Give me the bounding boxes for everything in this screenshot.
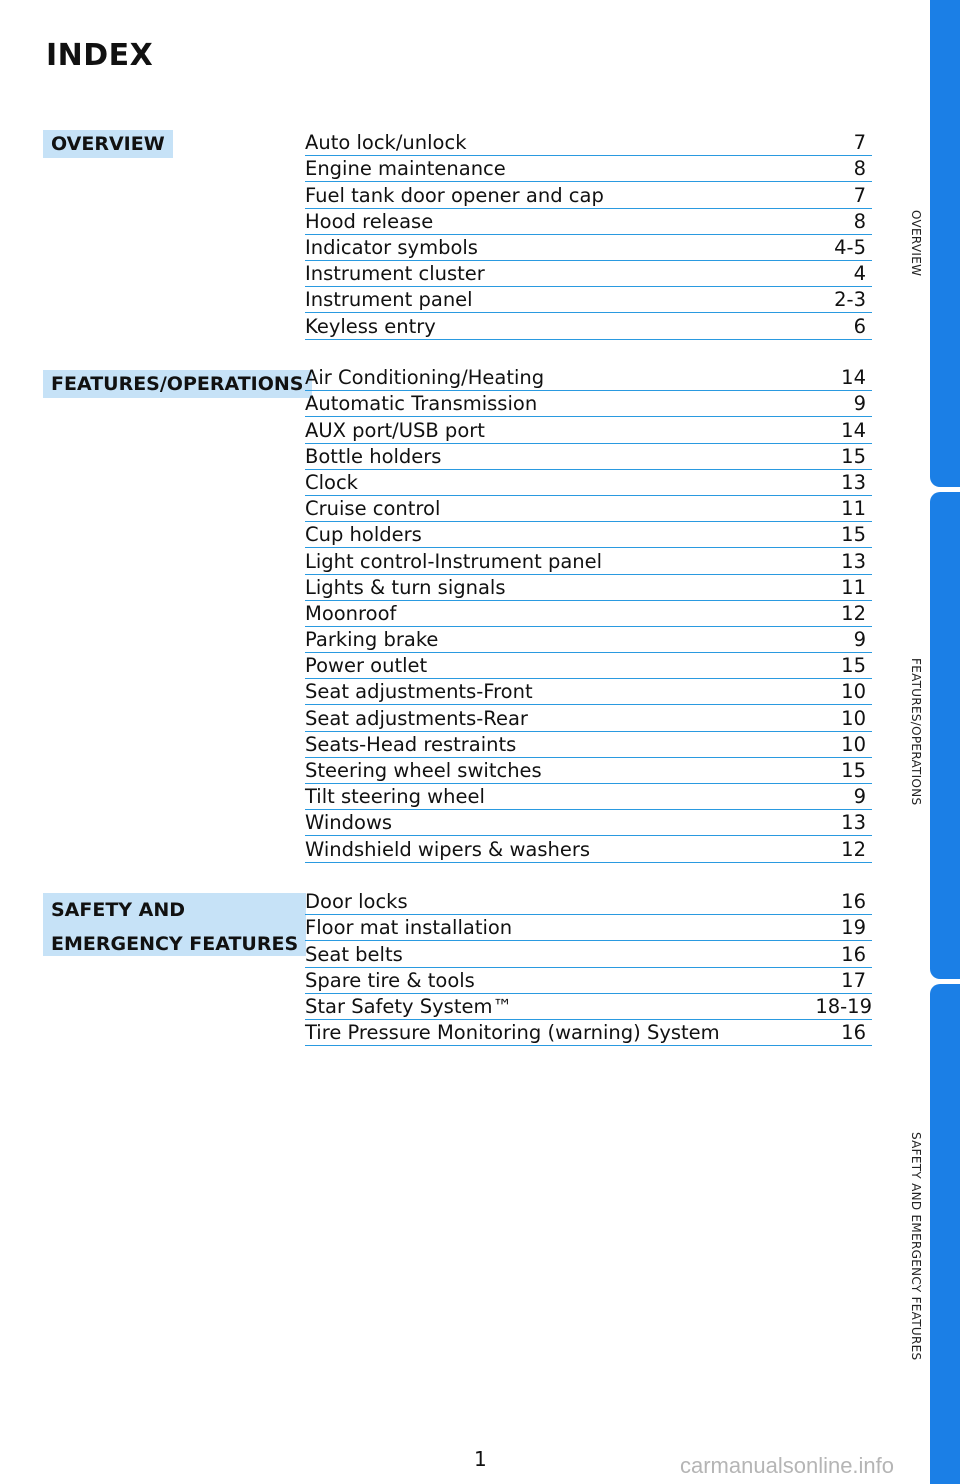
entry-name: Parking brake	[305, 628, 439, 652]
section-label-overview	[43, 130, 173, 158]
entry-page-number: 10	[841, 732, 866, 756]
index-entry[interactable]	[305, 968, 872, 994]
entry-page-number: 10	[841, 706, 866, 730]
entry-name: Seat adjustments-Front	[305, 680, 533, 704]
entry-page-number: 14	[841, 366, 866, 390]
entry-page-number: 7	[853, 131, 866, 155]
entry-page-number: 15	[841, 654, 866, 678]
index-entry[interactable]	[305, 1020, 872, 1046]
entry-name: Seat belts	[305, 942, 403, 966]
index-entry[interactable]	[305, 732, 872, 758]
entry-page-number: 9	[853, 785, 866, 809]
index-entry[interactable]	[305, 994, 872, 1020]
entry-name: Tilt steering wheel	[305, 785, 485, 809]
entry-name: Hood release	[305, 209, 434, 233]
entry-page-number: 18-19	[815, 994, 872, 1018]
entry-page-number: 17	[841, 968, 866, 992]
index-list-safety	[305, 889, 872, 1046]
entry-page-number: 7	[853, 183, 866, 207]
entry-name: Engine maintenance	[305, 157, 506, 181]
index-entry[interactable]	[305, 627, 872, 653]
entry-page-number: 11	[841, 497, 866, 521]
tab-features-operations[interactable]	[930, 492, 960, 979]
entry-page-number: 13	[841, 470, 866, 494]
section-label-features	[43, 370, 312, 398]
index-entry[interactable]	[305, 889, 872, 915]
entry-page-number: 13	[841, 811, 866, 835]
index-entry[interactable]	[305, 601, 872, 627]
entry-page-number: 8	[853, 209, 866, 233]
entry-name: Cup holders	[305, 523, 422, 547]
entry-name: Moonroof	[305, 601, 397, 625]
index-entry[interactable]	[305, 810, 872, 836]
index-entry[interactable]	[305, 261, 872, 287]
index-entry[interactable]	[305, 130, 872, 156]
index-entry[interactable]	[305, 758, 872, 784]
entry-name: Spare tire & tools	[305, 968, 475, 992]
entry-name: Light control-Instrument panel	[305, 549, 603, 573]
entry-page-number: 15	[841, 759, 866, 782]
index-entry[interactable]	[305, 444, 872, 470]
index-entry[interactable]	[305, 548, 872, 574]
entry-page-number: 2-3	[834, 288, 866, 312]
entry-page-number: 16	[841, 942, 866, 966]
entry-page-number: 4	[853, 262, 866, 286]
entry-page-number: 9	[853, 392, 866, 416]
section-label-line1: SAFETY AND	[51, 899, 186, 921]
entry-page-number: 13	[841, 549, 866, 573]
index-list-features	[305, 365, 872, 863]
entry-name: Indicator symbols	[305, 235, 478, 259]
entry-name: Fuel tank door opener and cap	[305, 183, 604, 207]
entry-name: Floor mat installation	[305, 916, 513, 940]
entry-name: Instrument panel	[305, 288, 473, 312]
entry-page-number: 16	[841, 890, 866, 914]
index-entry[interactable]	[305, 522, 872, 548]
index-list-overview	[305, 130, 872, 340]
index-entry[interactable]	[305, 784, 872, 810]
entry-page-number: 16	[841, 1021, 866, 1045]
entry-page-number: 14	[841, 418, 866, 442]
entry-page-number: 12	[841, 601, 866, 625]
entry-name: Windshield wipers & washers	[305, 837, 591, 861]
index-entry[interactable]	[305, 915, 872, 941]
entry-name: Keyless entry	[305, 314, 436, 338]
index-entry[interactable]	[305, 496, 872, 522]
entry-name: Power outlet	[305, 654, 428, 678]
entry-name: Air Conditioning/Heating	[305, 366, 545, 390]
section-label-safety	[43, 893, 306, 956]
index-entry[interactable]	[305, 941, 872, 967]
side-tab-label-safety: SAFETY AND EMERGENCY FEATURES	[909, 1132, 923, 1361]
entry-name: Tire Pressure Monitoring (warning) System	[305, 1021, 720, 1045]
section-label-text: OVERVIEW	[51, 133, 165, 155]
watermark: carmanualsonline.info	[680, 1453, 895, 1478]
index-entry[interactable]	[305, 417, 872, 443]
index-entry[interactable]	[305, 470, 872, 496]
tab-overview[interactable]	[930, 0, 960, 487]
entry-page-number: 11	[841, 575, 866, 599]
entry-page-number: 9	[853, 628, 866, 652]
side-tab-label-overview: OVERVIEW	[909, 210, 923, 277]
entry-name: Instrument cluster	[305, 262, 485, 286]
entry-page-number: 10	[841, 680, 866, 704]
index-entry[interactable]	[305, 653, 872, 679]
index-entry[interactable]	[305, 836, 872, 862]
entry-page-number: 6	[853, 314, 866, 338]
entry-name: Seats-Head restraints	[305, 732, 517, 756]
index-entry[interactable]	[305, 156, 872, 182]
entry-name: Auto lock/unlock	[305, 131, 467, 155]
entry-name: Door locks	[305, 890, 408, 914]
side-tab-label-features: FEATURES/OPERATIONS	[909, 658, 923, 806]
entry-page-number: 19	[841, 916, 866, 940]
page-number: 1	[474, 1447, 487, 1471]
index-entry[interactable]	[305, 391, 872, 417]
entry-name: Lights & turn signals	[305, 575, 506, 599]
tab-safety-emergency[interactable]	[930, 984, 960, 1484]
index-entry[interactable]	[305, 365, 872, 391]
entry-name: Automatic Transmission	[305, 392, 538, 416]
entry-name: Bottle holders	[305, 444, 442, 468]
entry-page-number: 8	[853, 157, 866, 181]
index-entry[interactable]	[305, 575, 872, 601]
section-label-line2: EMERGENCY FEATURES	[51, 933, 299, 955]
index-entry[interactable]	[305, 313, 872, 339]
index-entry[interactable]	[305, 705, 872, 731]
index-entry[interactable]	[305, 209, 872, 235]
entry-name: Star Safety System™	[305, 994, 512, 1018]
entry-name: Clock	[305, 470, 358, 494]
entry-name: Seat adjustments-Rear	[305, 706, 528, 730]
index-entry[interactable]	[305, 182, 872, 208]
entry-page-number: 15	[841, 523, 866, 547]
entry-page-number: 12	[841, 837, 866, 861]
entry-name: Cruise control	[305, 497, 441, 521]
index-entry[interactable]	[305, 235, 872, 261]
entry-name: Steering wheel switches	[305, 759, 542, 782]
index-entry[interactable]	[305, 287, 872, 313]
page-title: INDEX	[46, 38, 154, 73]
entry-page-number: 15	[841, 444, 866, 468]
entry-name: AUX port/USB port	[305, 418, 485, 442]
entry-name: Windows	[305, 811, 393, 835]
entry-page-number: 4-5	[834, 235, 866, 259]
index-entry[interactable]	[305, 679, 872, 705]
section-label-text: FEATURES/OPERATIONS	[51, 373, 304, 395]
